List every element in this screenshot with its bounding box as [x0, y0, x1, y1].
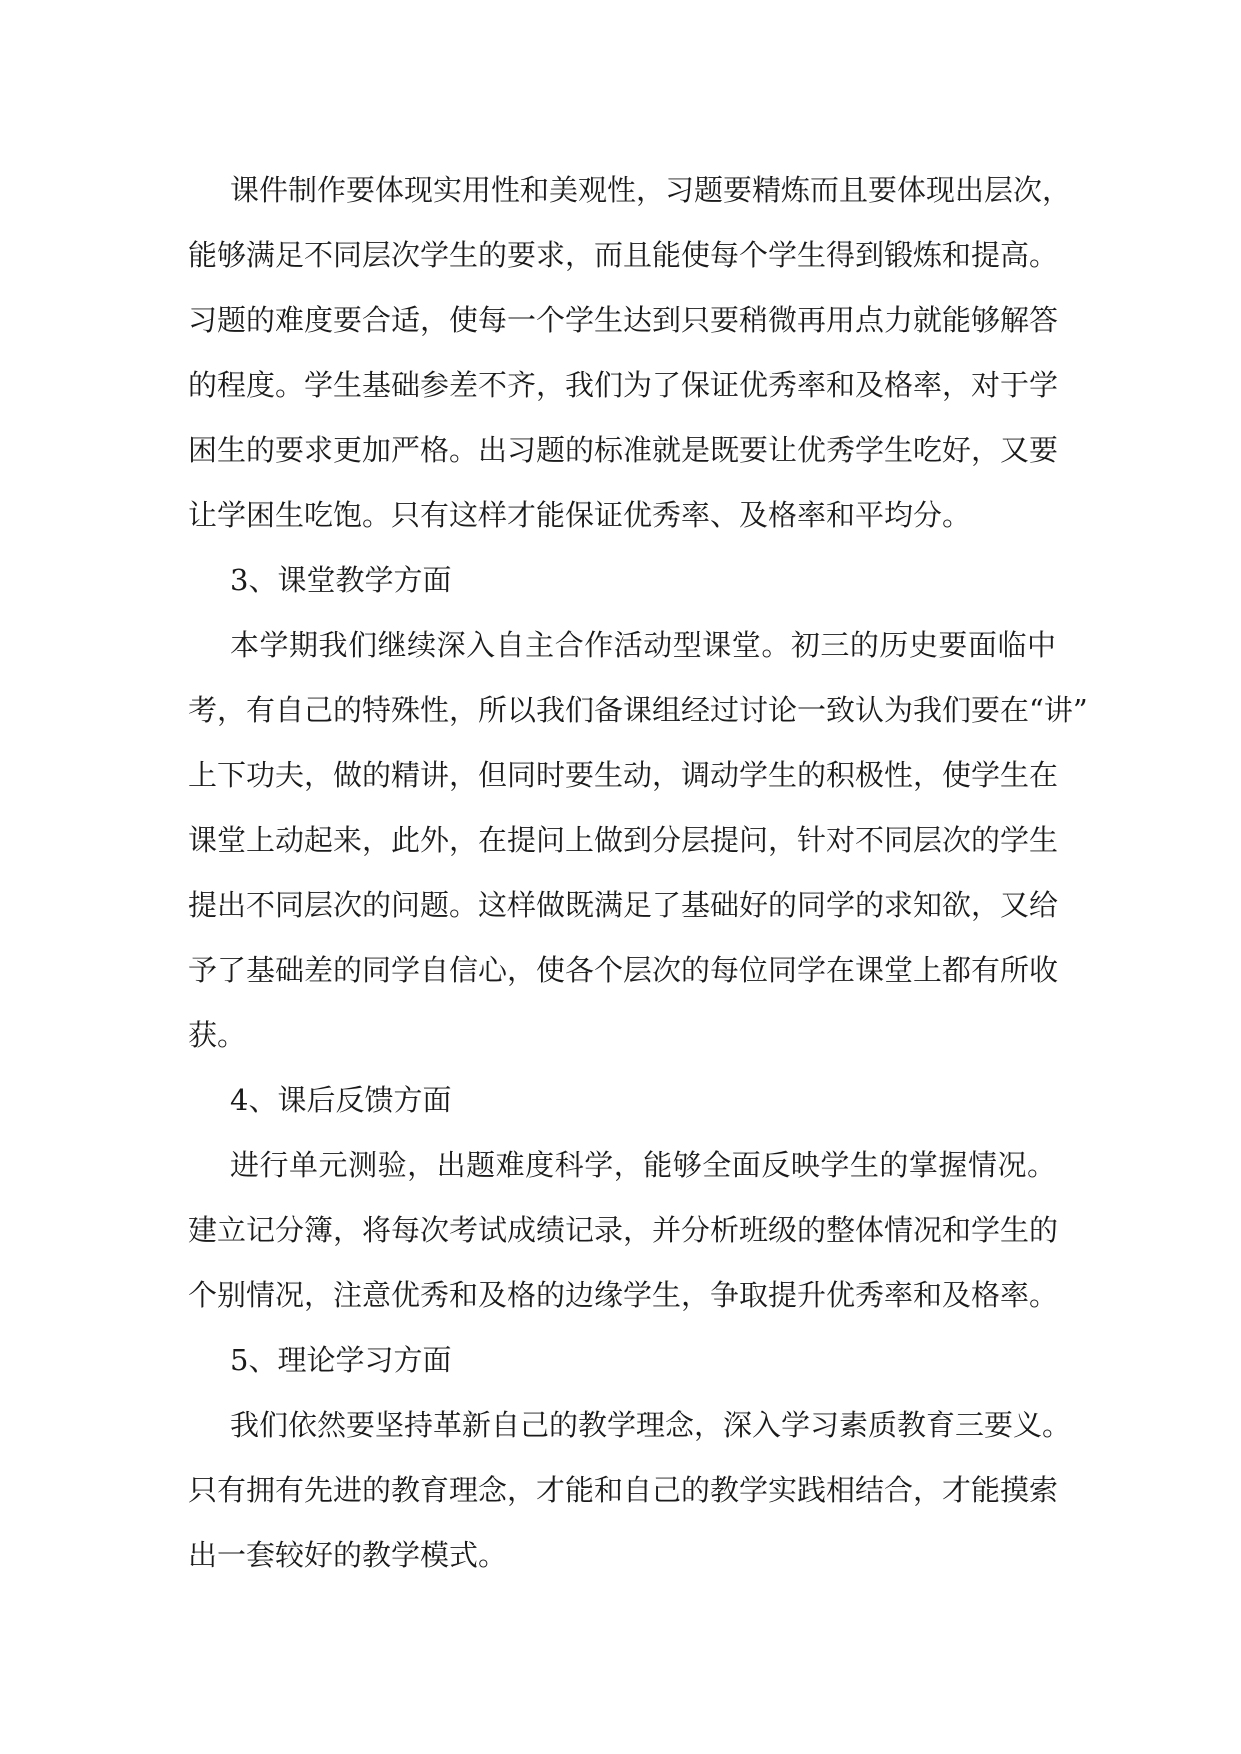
text-line: 建立记分簿，将每次考试成绩记录，并分析班级的整体情况和学生的: [188, 1213, 1059, 1247]
document-body: [188, 158, 1088, 1588]
text-line: 课堂上动起来，此外，在提问上做到分层提问，针对不同层次的学生: [188, 823, 1059, 857]
text-line: 获。: [188, 1018, 247, 1052]
text-line: 考，有自己的特殊性，所以我们备课组经过讨论一致认为我们要在“讲”: [188, 693, 1088, 727]
text-line: 课件制作要体现实用性和美观性，习题要精炼而且要体现出层次，: [230, 173, 1072, 207]
paragraph-theory-study: [188, 1393, 1072, 1588]
text-line: 我们依然要坚持革新自己的教学理念，深入学习素质教育三要义。: [230, 1408, 1072, 1442]
text-line: 出一套较好的教学模式。: [188, 1538, 508, 1572]
text-line: 习题的难度要合适，使每一个学生达到只要稍微再用点力就能够解答: [188, 303, 1059, 337]
section-heading-after-class-feedback: 4、课后反馈方面: [230, 1083, 452, 1117]
text-line: 让学困生吃饱。只有这样才能保证优秀率、及格率和平均分。: [188, 498, 972, 532]
text-line: 能够满足不同层次学生的要求，而且能使每个学生得到锻炼和提高。: [188, 238, 1059, 272]
text-line: 予了基础差的同学自信心，使各个层次的每位同学在课堂上都有所收: [188, 953, 1059, 987]
section-heading-theory-study: 5、理论学习方面: [230, 1343, 452, 1377]
text-line: 提出不同层次的问题。这样做既满足了基础好的同学的求知欲，又给: [188, 888, 1059, 922]
text-line: 困生的要求更加严格。出习题的标准就是既要让优秀学生吃好，又要: [188, 433, 1059, 467]
text-line: 的程度。学生基础参差不齐，我们为了保证优秀率和及格率，对于学: [188, 368, 1059, 402]
text-line: 只有拥有先进的教育理念，才能和自己的教学实践相结合，才能摸索: [188, 1473, 1059, 1507]
section-heading-classroom-teaching: 3、课堂教学方面: [230, 563, 452, 597]
paragraph-after-class-feedback: [188, 1133, 1059, 1328]
paragraph-courseware: [188, 158, 1072, 548]
text-line: 进行单元测验，出题难度科学，能够全面反映学生的掌握情况。: [230, 1148, 1056, 1182]
text-line: 本学期我们继续深入自主合作活动型课堂。初三的历史要面临中: [230, 628, 1056, 662]
text-line: 上下功夫，做的精讲，但同时要生动，调动学生的积极性，使学生在: [188, 758, 1059, 792]
text-line: 个别情况，注意优秀和及格的边缘学生，争取提升优秀率和及格率。: [188, 1278, 1059, 1312]
paragraph-classroom-teaching: [188, 613, 1088, 1068]
